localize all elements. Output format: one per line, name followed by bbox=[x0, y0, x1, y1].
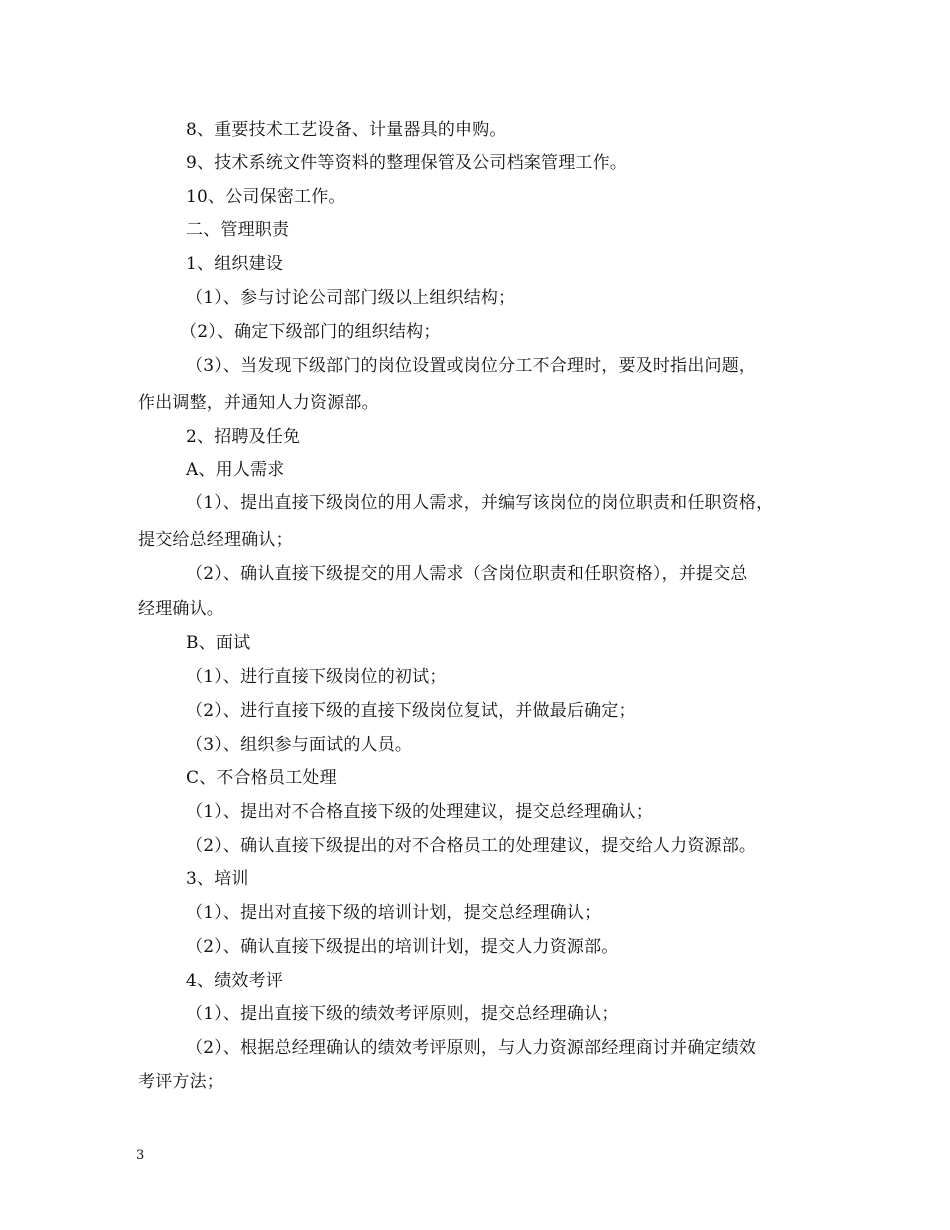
text-line: （1）、提出直接下级的绩效考评原则，提交总经理确认； bbox=[186, 1004, 619, 1024]
subsection-heading: C、不合格员工处理 bbox=[186, 768, 337, 788]
subsection-heading: B、面试 bbox=[186, 633, 251, 653]
subsection-heading: 2、招聘及任免 bbox=[186, 427, 301, 447]
subsection-heading: 1、组织建设 bbox=[186, 254, 284, 274]
text-line: 经理确认。 bbox=[138, 599, 224, 619]
subsection-heading: 4、绩效考评 bbox=[186, 971, 284, 991]
text-line: （1）、提出直接下级岗位的用人需求，并编写该岗位的岗位职责和任职资格， bbox=[186, 493, 774, 513]
subsection-heading: 3、培训 bbox=[186, 869, 249, 889]
text-line: （2）、进行直接下级的直接下级岗位复试，并做最后确定； bbox=[186, 701, 636, 721]
text-line: 提交给总经理确认； bbox=[138, 530, 293, 550]
text-line: 10、公司保密工作。 bbox=[186, 187, 346, 207]
text-line: 8、重要技术工艺设备、计量器具的申购。 bbox=[186, 120, 507, 140]
text-line: （2）、根据总经理确认的绩效考评原则，与人力资源部经理商讨并确定绩效 bbox=[186, 1038, 757, 1058]
text-line: （3）、组织参与面试的人员。 bbox=[186, 735, 413, 755]
text-line: （2）、确认直接下级提出的培训计划，提交人力资源部。 bbox=[186, 937, 619, 957]
section-heading: 二、管理职责 bbox=[186, 220, 290, 240]
text-line: （2）、确定下级部门的组织结构； bbox=[180, 322, 441, 342]
text-line: （2）、确认直接下级提交的用人需求（含岗位职责和任职资格），并提交总 bbox=[186, 564, 748, 584]
text-line: （1）、提出对直接下级的培训计划，提交总经理确认； bbox=[186, 903, 602, 923]
text-line: 作出调整，并通知人力资源部。 bbox=[138, 393, 379, 413]
text-line: （2）、确认直接下级提出的对不合格员工的处理建议，提交给人力资源部。 bbox=[186, 836, 757, 856]
text-line: （1）、提出对不合格直接下级的处理建议，提交总经理确认； bbox=[186, 802, 653, 822]
text-line: （1）、参与讨论公司部门级以上组织结构； bbox=[186, 288, 516, 308]
text-line: 9、技术系统文件等资料的整理保管及公司档案管理工作。 bbox=[186, 153, 628, 173]
page-number: 3 bbox=[136, 1148, 145, 1163]
text-line: （1）、进行直接下级岗位的初试； bbox=[186, 667, 447, 687]
subsection-heading: A、用人需求 bbox=[186, 460, 285, 480]
text-line: （3）、当发现下级部门的岗位设置或岗位分工不合理时，要及时指出问题， bbox=[186, 356, 757, 376]
text-line: 考评方法； bbox=[138, 1072, 224, 1092]
